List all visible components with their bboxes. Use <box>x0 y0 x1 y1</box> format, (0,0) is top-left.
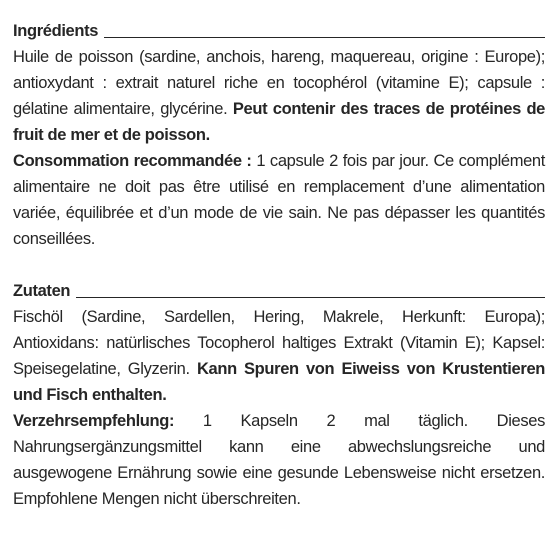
german-section <box>13 278 545 512</box>
german-usage-text: 1 Kapseln 2 mal täglich. Dieses Nahrungsergänzungsmittel kann eine abwechslungsreiche und ausgewogene Ernährung sowie eine gesunde Lebensweise nicht ersetzen. Empfohlene Mengen nicht überschreiten. <box>13 412 545 508</box>
french-usage-text: 1 capsule 2 fois par jour. Ce complément alimentaire ne doit pas être utilisé en remplacement d’une alimentation variée, équilibrée et d’un mode de vie sain. Ne pas dépasser les quantités conseillées. <box>13 152 545 248</box>
french-usage-label: Consommation recommandée : <box>13 152 252 170</box>
german-heading-rule <box>76 297 545 298</box>
german-composition-text: Fischöl (Sardine, Sardellen, Hering, Makrele, Herkunft: Europa); Antioxidans: natürlisches Tocopherol haltiges Extrakt (Vitamin E); Kapsel: Speisegelatine, Glyzerin. <box>13 308 545 378</box>
german-usage-paragraph <box>13 408 545 512</box>
german-ingredients-paragraph <box>13 304 545 408</box>
french-ingredients-paragraph <box>13 44 545 148</box>
french-heading-rule <box>104 37 545 38</box>
french-heading-row <box>13 18 545 44</box>
german-ingredients-heading: Zutaten <box>13 282 71 300</box>
french-section <box>13 18 545 252</box>
german-usage-label: Verzehrsempfehlung: <box>13 412 175 430</box>
french-usage-paragraph <box>13 148 545 252</box>
product-label-text <box>13 18 545 512</box>
french-allergen-warning: Peut contenir des traces de protéines de fruit de mer et de poisson. <box>13 100 546 144</box>
german-heading-row <box>13 278 545 304</box>
french-ingredients-heading: Ingrédients <box>13 22 99 40</box>
german-allergen-warning: Kann Spuren von Eiweiss von Krustentieren und Fisch enthalten. <box>13 360 545 404</box>
french-composition-text: Huile de poisson (sardine, anchois, hareng, maquereau, origine : Europe); antioxydant : extrait naturel riche en tocophérol (vitamine E); capsule : gélatine alimentaire, glycérine. <box>13 48 545 118</box>
